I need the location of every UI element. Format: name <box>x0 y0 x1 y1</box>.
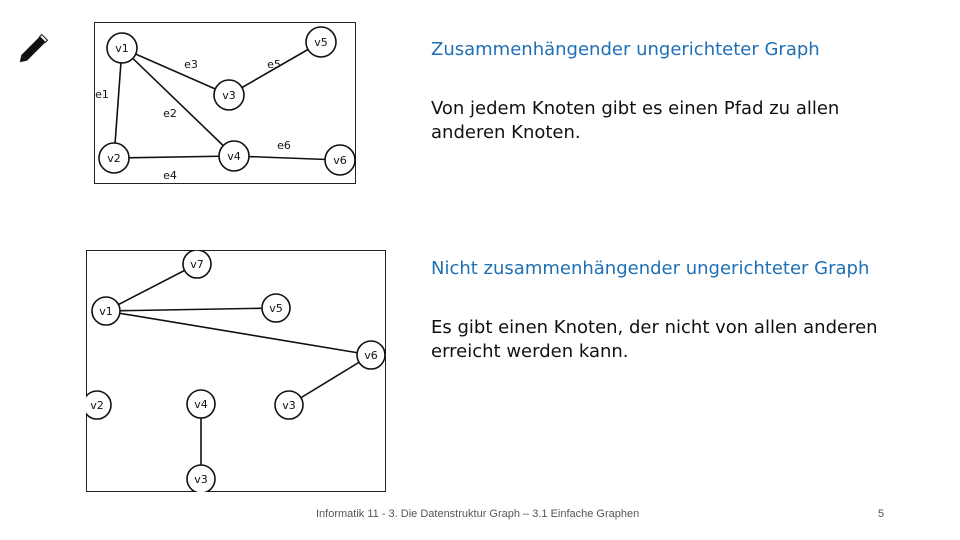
svg-text:v6: v6 <box>364 349 378 362</box>
graph2-node-v5 <box>262 294 290 322</box>
graph1-node-v1 <box>107 33 137 63</box>
graph1-node-v6 <box>325 145 355 175</box>
svg-text:v1: v1 <box>99 305 113 318</box>
disconnected-graph-figure <box>86 250 386 492</box>
pencil-icon[interactable] <box>14 28 54 68</box>
graph1-node-v4 <box>219 141 249 171</box>
graph1-edge-label-e1: e1 <box>95 88 109 101</box>
graph2-node-v3-right <box>275 391 303 419</box>
svg-text:v3: v3 <box>194 473 208 486</box>
disconnected-graph-heading: Nicht zusammenhängender ungerichteter Graph <box>431 258 870 279</box>
graph2-node-v1 <box>92 297 120 325</box>
graph1-edge-label-e5: e5 <box>267 58 281 71</box>
graph2-node-v7 <box>183 250 211 278</box>
graph1-edge-label-e4: e4 <box>163 169 177 182</box>
svg-text:v2: v2 <box>107 152 121 165</box>
graph2-node-v4 <box>187 390 215 418</box>
svg-text:v3: v3 <box>282 399 296 412</box>
svg-text:v6: v6 <box>333 154 347 167</box>
connected-graph-description: Von jedem Knoten gibt es einen Pfad zu allen anderen Knoten. <box>431 98 840 143</box>
svg-text:v3: v3 <box>222 89 236 102</box>
graph1-edge-label-e3: e3 <box>184 58 198 71</box>
connected-graph-heading: Zusammenhängender ungerichteter Graph <box>431 39 820 60</box>
graph1-node-v3 <box>214 80 244 110</box>
svg-text:v4: v4 <box>227 150 241 163</box>
graph2-node-v2 <box>86 391 111 419</box>
graph1-edge-label-e2: e2 <box>163 107 177 120</box>
disconnected-graph-description: Es gibt einen Knoten, der nicht von allen anderen erreicht werden kann. <box>431 317 878 362</box>
svg-text:v4: v4 <box>194 398 208 411</box>
graph2-node-v6 <box>357 341 385 369</box>
graph1-edge-label-e6: e6 <box>277 139 291 152</box>
svg-text:v5: v5 <box>269 302 283 315</box>
connected-graph-figure <box>94 22 356 184</box>
svg-text:v5: v5 <box>314 36 328 49</box>
graph2-node-v3-bottom <box>187 465 215 492</box>
svg-text:v7: v7 <box>190 258 204 271</box>
footer-text: Informatik 11 - 3. Die Datenstruktur Graph – 3.1 Einfache Graphen <box>316 508 640 520</box>
svg-text:v1: v1 <box>115 42 129 55</box>
graph1-node-v2 <box>99 143 129 173</box>
graph1-node-v5 <box>306 27 336 57</box>
page-number: 5 <box>878 508 885 520</box>
svg-text:v2: v2 <box>90 399 104 412</box>
